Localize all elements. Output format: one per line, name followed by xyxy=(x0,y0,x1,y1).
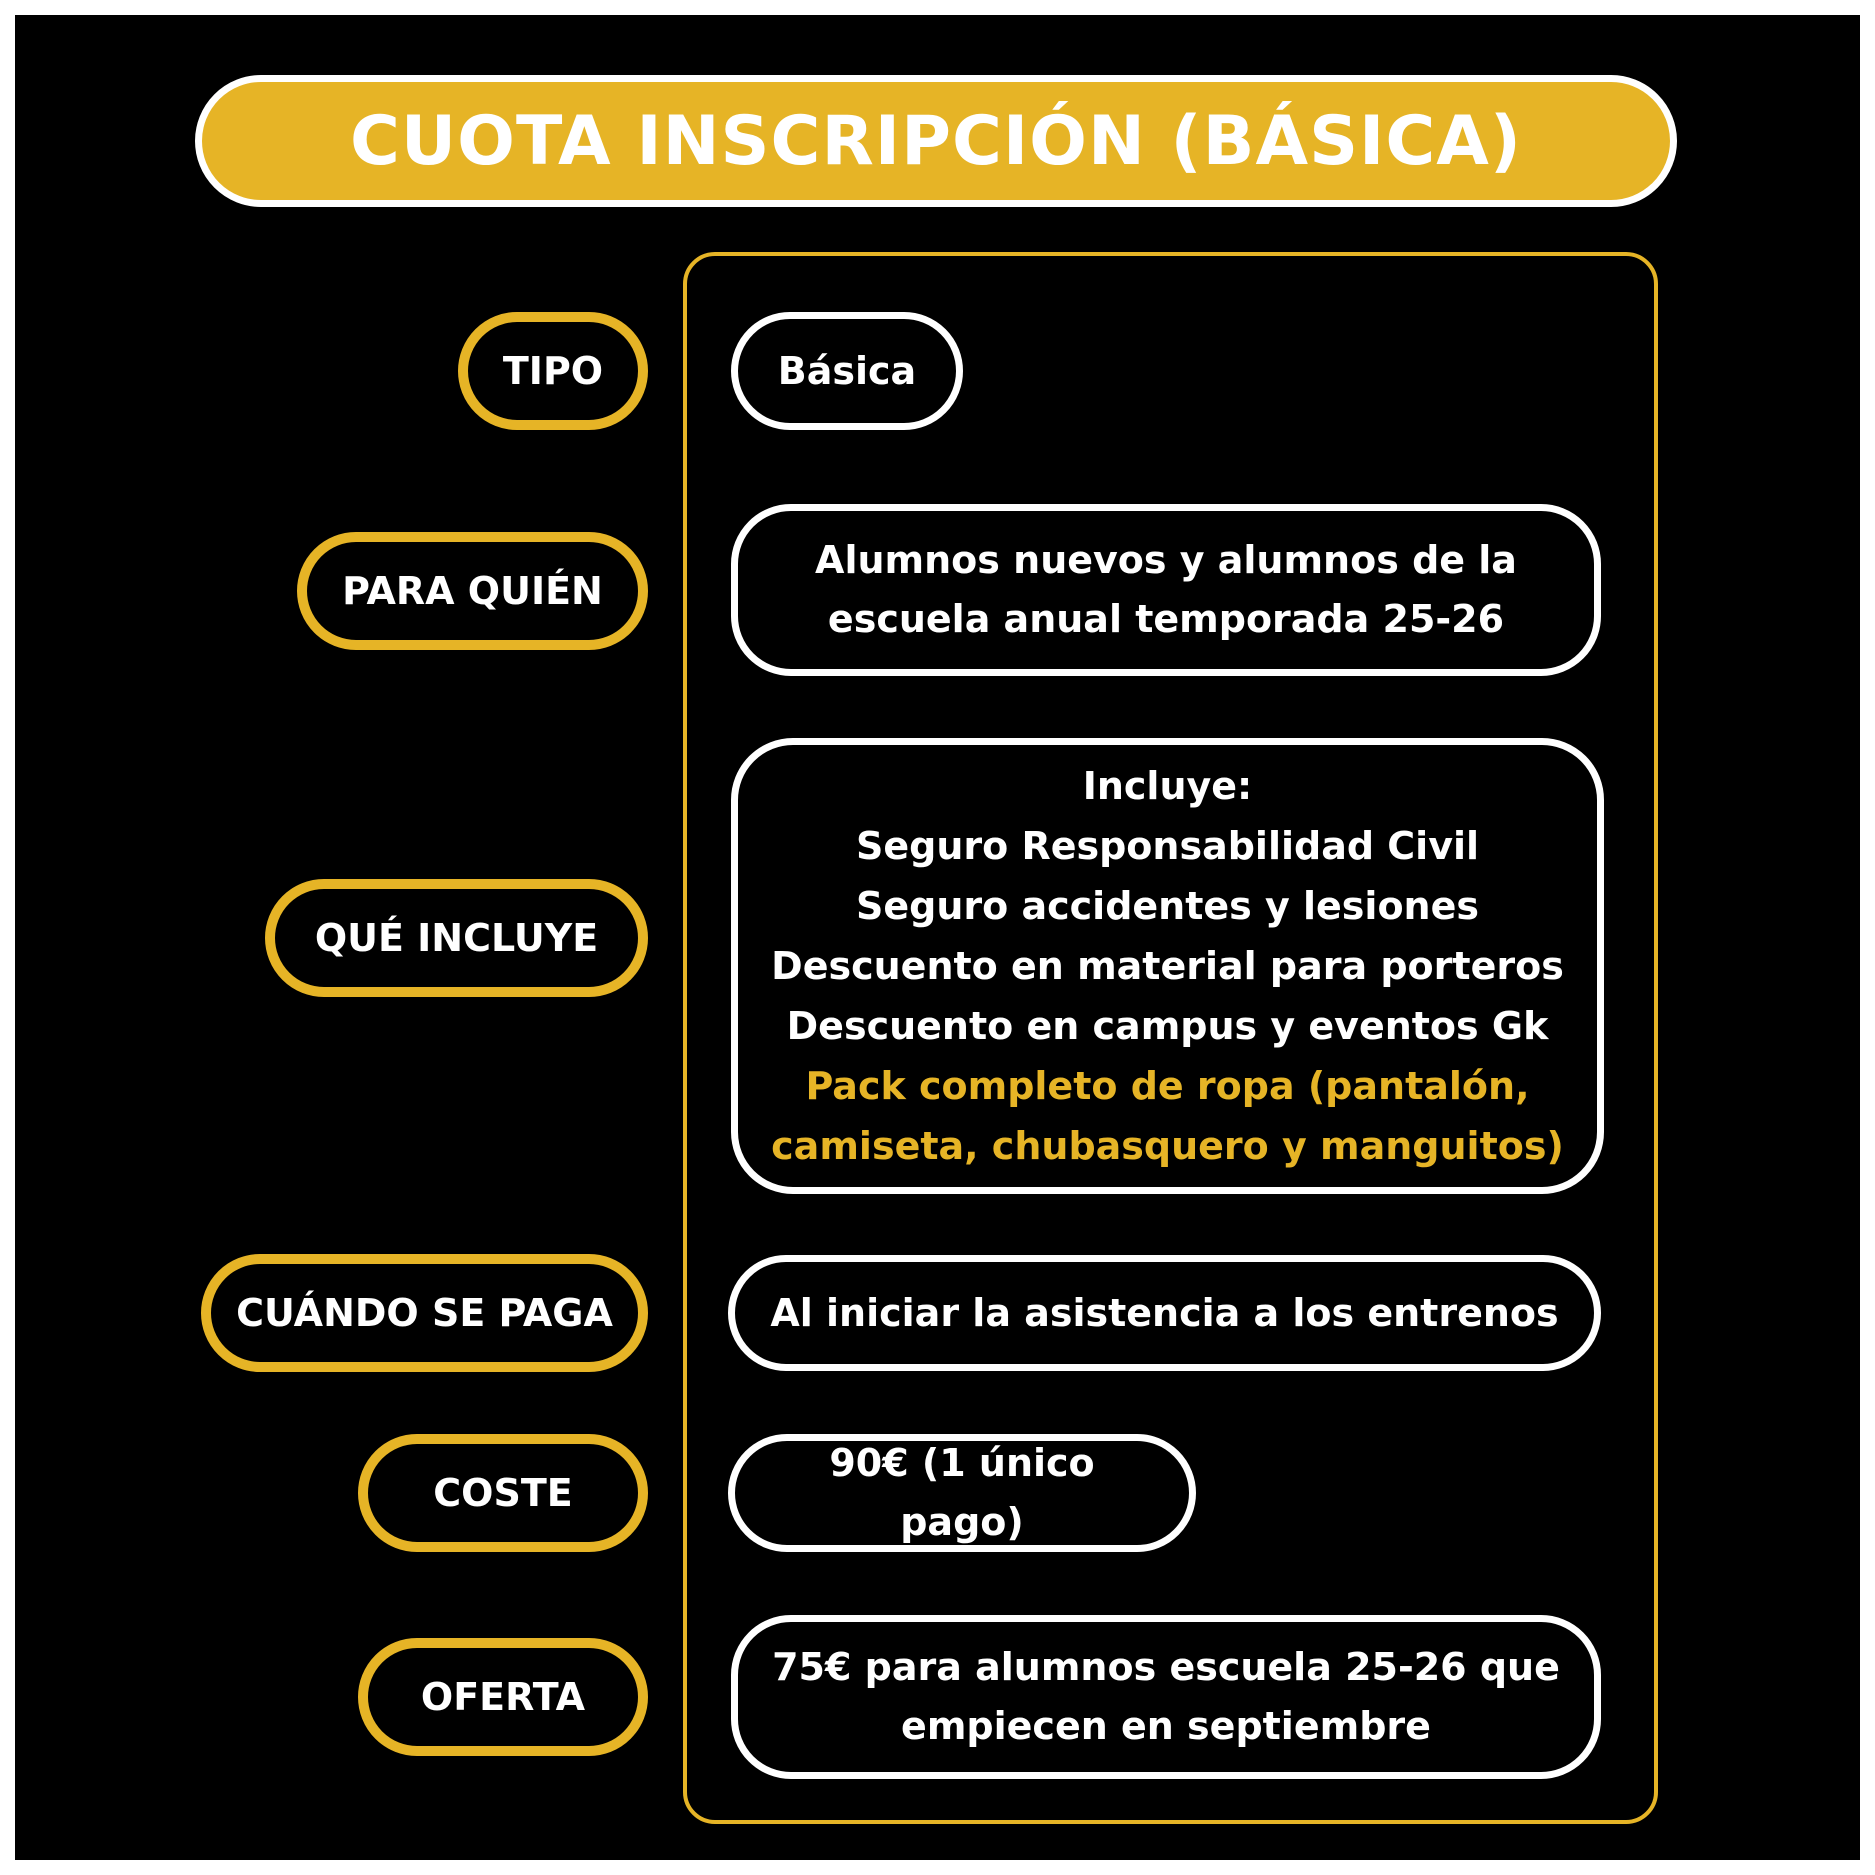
include-item: Seguro Responsabilidad Civil xyxy=(855,823,1480,868)
value-que-incluye xyxy=(731,738,1604,1194)
label-tipo xyxy=(458,312,648,430)
value-oferta-line-2: empiecen en septiembre xyxy=(901,1704,1431,1748)
include-item: Descuento en material para porteros xyxy=(771,943,1564,988)
label-para-quien-text: PARA QUIÉN xyxy=(342,569,603,613)
page-title: CUOTA INSCRIPCIÓN (BÁSICA) xyxy=(195,75,1677,207)
label-oferta xyxy=(358,1638,648,1756)
label-que-incluye xyxy=(265,879,648,997)
label-coste-text: COSTE xyxy=(433,1471,573,1515)
include-item: Descuento en campus y eventos Gk xyxy=(786,1004,1549,1049)
value-para-quien xyxy=(731,504,1601,676)
label-oferta-text: OFERTA xyxy=(420,1675,586,1719)
value-oferta xyxy=(731,1615,1601,1779)
value-coste xyxy=(728,1434,1196,1552)
value-para-quien-line-1: Alumnos nuevos y alumnos de la xyxy=(815,538,1517,583)
includes-heading: Incluye: xyxy=(1082,763,1253,808)
label-cuando-se-paga-text: CUÁNDO SE PAGA xyxy=(236,1291,613,1335)
include-item: Seguro accidentes y lesiones xyxy=(856,883,1479,928)
label-que-incluye-text: QUÉ INCLUYE xyxy=(314,916,599,960)
value-cuando-se-paga xyxy=(728,1255,1601,1371)
label-cuando-se-paga xyxy=(201,1254,648,1372)
label-tipo-text: TIPO xyxy=(502,349,604,393)
value-oferta-line-1: 75€ para alumnos escuela 25-26 que xyxy=(772,1645,1560,1690)
value-tipo xyxy=(731,312,963,430)
label-para-quien xyxy=(297,532,648,650)
include-item-highlight: Pack completo de ropa (pantalón, xyxy=(805,1064,1530,1109)
label-coste xyxy=(358,1434,648,1552)
value-coste-text: 90€ (1 único pago) xyxy=(829,1441,1095,1544)
value-tipo-text: Básica xyxy=(777,348,917,393)
value-cuando-se-paga-text: Al iniciar la asistencia a los entrenos xyxy=(770,1290,1559,1335)
value-para-quien-line-2: escuela anual temporada 25-26 xyxy=(827,597,1505,641)
include-item-highlight: camiseta, chubasquero y manguitos) xyxy=(771,1124,1564,1169)
